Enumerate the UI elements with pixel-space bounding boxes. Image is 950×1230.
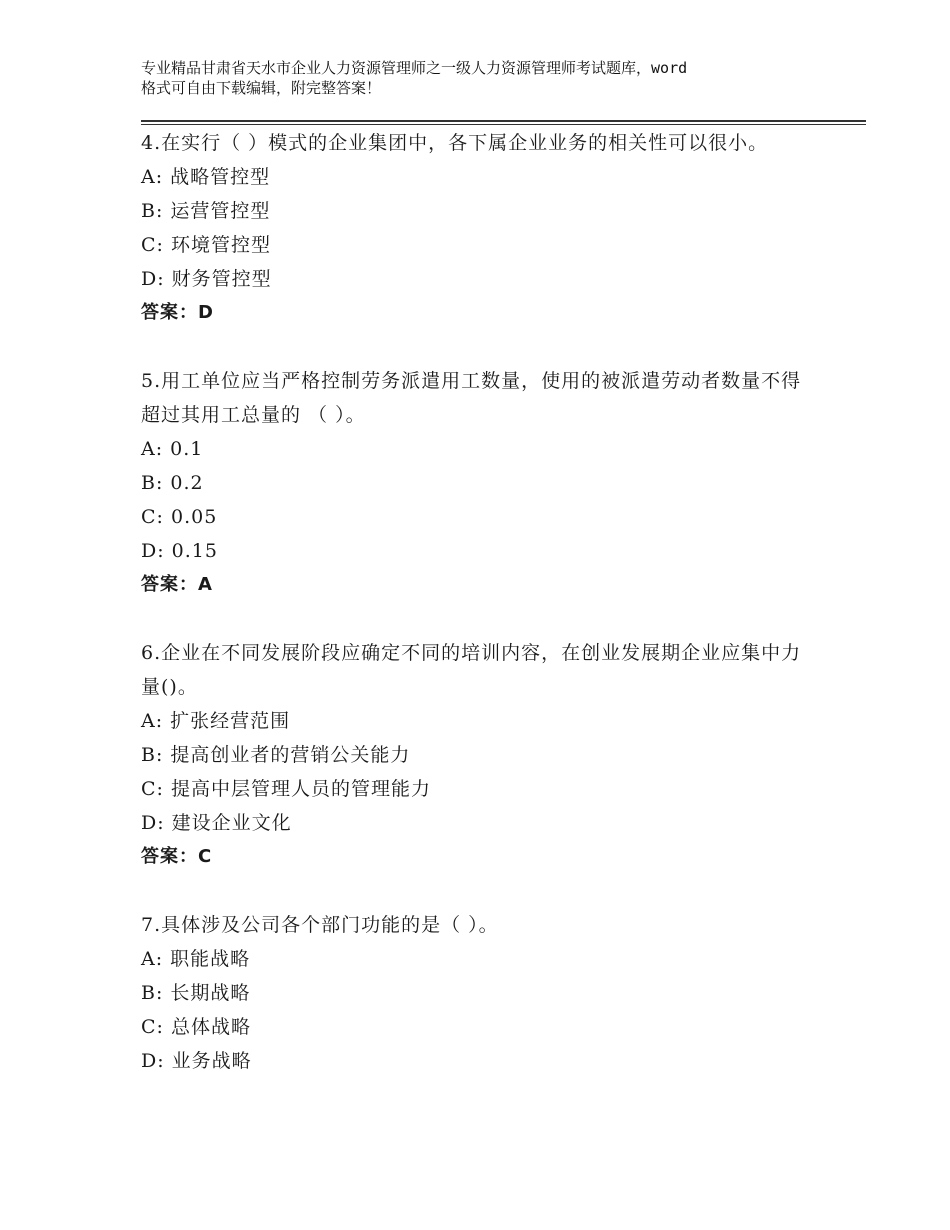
option-c: C: 0.05 — [141, 506, 218, 528]
question-text: 7.具体涉及公司各个部门功能的是（ ）。 — [141, 914, 499, 936]
header-line-1: 专业精品甘肃省天水市企业人力资源管理师之一级人力资源管理师考试题库，word — [141, 59, 688, 77]
question-7 — [141, 908, 806, 1078]
question-5 — [141, 364, 806, 602]
option-b: B: 长期战略 — [141, 982, 251, 1004]
option-b: B: 运营管控型 — [141, 200, 271, 222]
option-a: A: 职能战略 — [141, 948, 251, 970]
option-d: D: 建设企业文化 — [141, 812, 292, 834]
header-rule-thin — [141, 124, 866, 125]
answer-label: 答案：A — [141, 574, 213, 595]
spacer — [141, 874, 806, 908]
question-list — [141, 126, 806, 1078]
question-text: 4.在实行（ ）模式的企业集团中，各下属企业业务的相关性可以很小。 — [141, 132, 769, 154]
option-b: B: 提高创业者的营销公关能力 — [141, 744, 411, 766]
option-d: D: 财务管控型 — [141, 268, 272, 290]
option-c: C: 提高中层管理人员的管理能力 — [141, 778, 431, 800]
question-text: 6.企业在不同发展阶段应确定不同的培训内容，在创业发展期企业应集中力量()。 — [141, 642, 802, 698]
option-c: C: 总体战略 — [141, 1016, 251, 1038]
question-text: 5.用工单位应当严格控制劳务派遣用工数量，使用的被派遣劳动者数量不得超过其用工总量的 （ ）。 — [141, 370, 802, 426]
header-rule-thick — [141, 120, 866, 122]
answer-label: 答案：D — [141, 302, 214, 323]
header-line-2: 格式可自由下载编辑，附完整答案！ — [141, 79, 382, 97]
option-a: A: 0.1 — [141, 438, 204, 460]
answer-label: 答案：C — [141, 846, 213, 867]
question-4 — [141, 126, 806, 330]
option-c: C: 环境管控型 — [141, 234, 271, 256]
spacer — [141, 602, 806, 636]
spacer — [141, 330, 806, 364]
option-d: D: 业务战略 — [141, 1050, 252, 1072]
option-a: A: 战略管控型 — [141, 166, 271, 188]
question-6 — [141, 636, 806, 874]
option-d: D: 0.15 — [141, 540, 218, 562]
document-header — [141, 58, 831, 98]
option-b: B: 0.2 — [141, 472, 204, 494]
option-a: A: 扩张经营范围 — [141, 710, 291, 732]
